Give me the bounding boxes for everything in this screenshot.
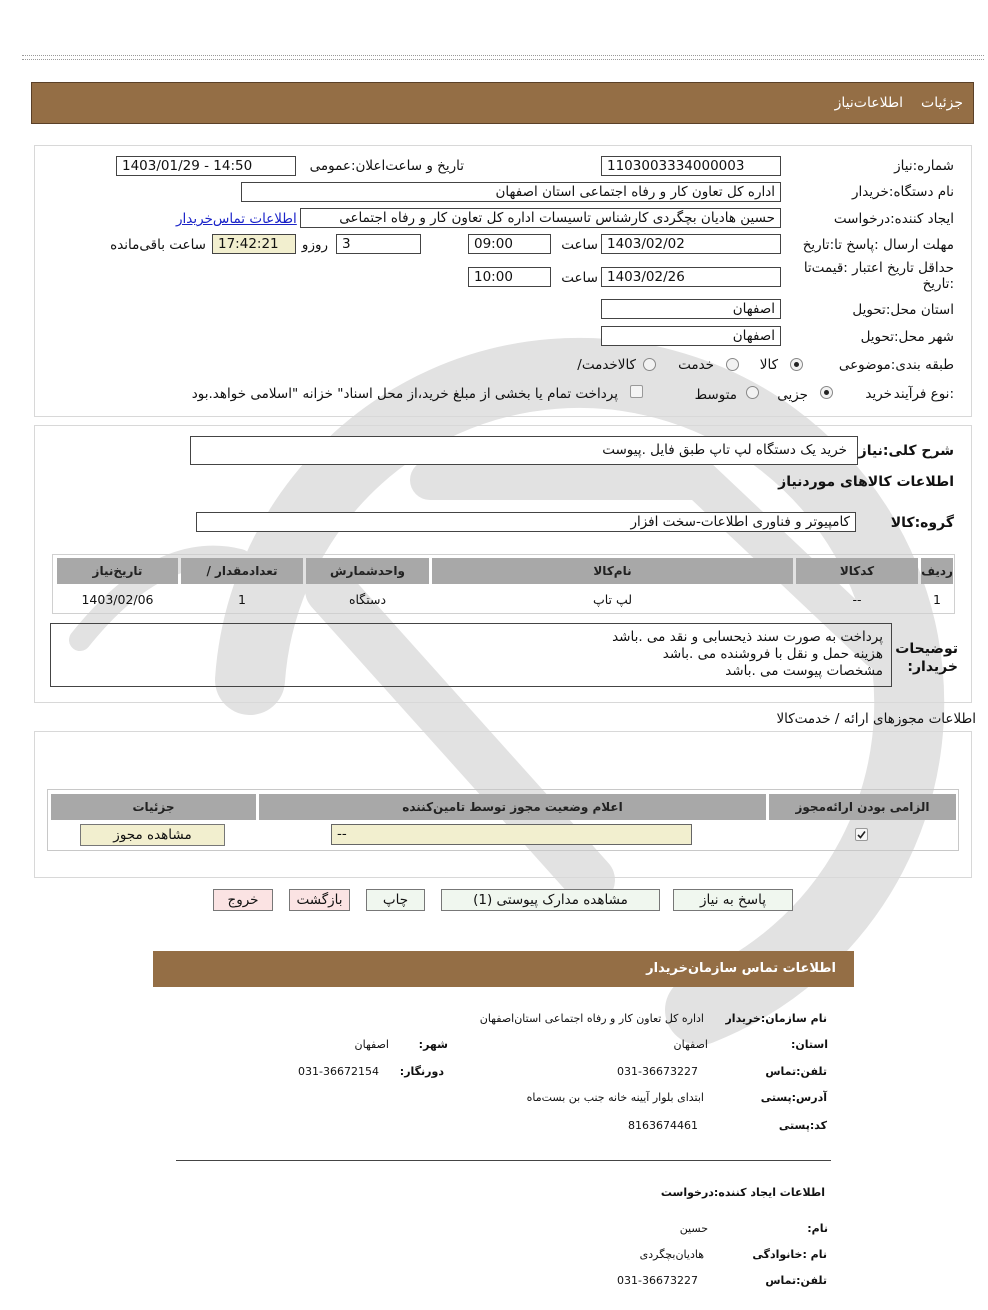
province-field: اصفهان — [601, 299, 781, 319]
contact-postal-value: 8163674461 — [628, 1119, 698, 1132]
remaining-label: ساعت باقی‌مانده — [110, 237, 206, 253]
announce-label: تاریخ و ساعت‌اعلان:عمومی — [309, 158, 464, 174]
creator-info-title: اطلاعات ایجاد کننده:درخواست — [660, 1186, 825, 1199]
th-qty: / تعدادمقدار — [181, 558, 303, 584]
th-name: نام‌کالا — [432, 558, 793, 584]
table-cell-date: 1403/02/06 — [81, 592, 154, 607]
permits-th-details: جزئیات — [51, 794, 256, 820]
contact-fax-value: 031-36672154 — [298, 1065, 379, 1078]
back-button[interactable]: بازگشت — [289, 889, 350, 911]
buyer-notes-label-1: توضیحات — [895, 641, 958, 657]
category-goods-label: کالا — [759, 357, 778, 373]
table-cell-name: لپ تاپ — [592, 592, 633, 607]
print-button[interactable]: چاپ — [366, 889, 425, 911]
process-partial-radio[interactable] — [820, 386, 833, 399]
creator-name-value: حسین — [679, 1222, 708, 1235]
creator-family-value: هادیان‌بچگردی — [639, 1248, 704, 1261]
validity-time-label: ساعت — [561, 270, 598, 286]
table-cell-row: 1 — [933, 592, 941, 607]
buyer-org-label: نام دستگاه:خریدار — [851, 184, 954, 200]
buyer-note-line: پرداخت به صورت سند ذیحسابی و نقد می .باشد — [612, 629, 883, 645]
creator-family-label: نام :خانوادگی — [752, 1248, 827, 1261]
category-service-radio[interactable] — [726, 358, 739, 371]
general-description-field: خرید یک دستگاه لپ تاپ طبق فایل .پیوست — [190, 436, 858, 465]
deadline-time-field: 09:00 — [468, 234, 551, 254]
need-number-label: شماره:نیاز — [894, 158, 954, 174]
deadline-time-label: ساعت — [561, 237, 598, 253]
permits-title: اطلاعات مجوزهای ارائه / خدمت‌کالا — [776, 711, 976, 727]
validity-time-field: 10:00 — [468, 267, 551, 287]
th-code: کدکالا — [796, 558, 918, 584]
buyer-contact-link[interactable]: اطلاعات تماس‌خریدار — [176, 211, 297, 227]
contact-city-value: اصفهان — [354, 1038, 389, 1051]
process-medium-radio[interactable] — [746, 386, 759, 399]
validity-label: حداقل تاریخ اعتبار :قیمت‌تا :تاریخ — [803, 260, 954, 292]
header-title-details: جزئیات — [921, 95, 963, 111]
contact-phone-label: تلفن:تماس — [765, 1065, 827, 1078]
validity-date-field: 1403/02/26 — [601, 267, 781, 287]
treasury-payment-checkbox[interactable] — [630, 385, 643, 398]
th-row: ردیف — [921, 558, 953, 584]
exit-button[interactable]: خروج — [213, 889, 273, 911]
creator-label: ایجاد کننده:درخواست — [833, 211, 954, 227]
days-field: 3 — [336, 234, 421, 254]
need-number-field: 1103003334000003 — [601, 156, 781, 176]
contact-province-value: اصفهان — [673, 1038, 708, 1051]
permit-status-field[interactable]: -- — [331, 824, 692, 845]
payment-note: پرداخت تمام یا بخشی از مبلغ خرید،از محل اسناد" خزانه "اسلامی خواهد.بود — [191, 386, 618, 402]
contact-header — [153, 951, 854, 987]
general-description-label: شرح کلی:نیاز — [858, 443, 954, 459]
permit-required-checkbox — [855, 828, 868, 841]
view-permit-button[interactable]: مشاهده مجوز — [80, 824, 225, 846]
remaining-time-field: 17:42:21 — [212, 234, 296, 254]
process-label: نوع فرآیند: — [893, 386, 954, 402]
process-buy-label: خرید — [865, 386, 892, 402]
creator-name-label: :نام — [807, 1222, 828, 1235]
buyer-note-line: هزینه حمل و نقل با فروشنده می .باشد — [662, 646, 883, 662]
contact-address-value: ابتدای بلوار آیینه خانه جنب بن بست‌ماه — [526, 1091, 704, 1104]
contact-org-value: اداره کل تعاون کار و رفاه اجتماعی استان‌اصفهان — [479, 1012, 704, 1025]
deadline-date-field: 1403/02/02 — [601, 234, 781, 254]
table-cell-unit: دستگاه — [348, 592, 387, 607]
contact-postal-label: کد:پستی — [778, 1119, 827, 1132]
category-label: طبقه بندی:موضوعی — [838, 357, 954, 373]
buyer-notes-box — [50, 623, 892, 687]
process-medium-label: متوسط — [694, 387, 737, 403]
category-service-label: خدمت — [678, 357, 714, 373]
goods-group-field: کامپیوتر و فناوری اطلاعات-سخت افزار — [196, 512, 856, 532]
category-both-label: /کالاخدمت — [577, 357, 636, 373]
view-docs-button[interactable]: مشاهده مدارک پیوستی (1) — [441, 889, 660, 911]
header-title-need-info: اطلاعات‌نیاز — [834, 95, 903, 111]
process-partial-label: جزیی — [777, 387, 808, 403]
contact-fax-label: :دورنگار — [399, 1065, 444, 1078]
permits-th-status: اعلام وضعیت مجوز توسط تامین‌کننده — [259, 794, 766, 820]
contact-divider — [176, 1160, 831, 1161]
announce-field: 1403/01/29 - 14:50 — [116, 156, 296, 176]
reply-button[interactable]: پاسخ به نیاز — [673, 889, 793, 911]
category-goods-radio[interactable] — [790, 358, 803, 371]
city-field: اصفهان — [601, 326, 781, 346]
table-cell-qty: 1 — [238, 592, 246, 607]
permits-th-required: الزامی بودن ارائه‌مجوز — [769, 794, 956, 820]
top-divider — [22, 55, 984, 60]
details-header — [31, 82, 974, 124]
contact-title: اطلاعات تماس سازمان‌خریدار — [646, 961, 836, 976]
goods-info-title: اطلاعات کالاهای موردنیاز — [778, 474, 954, 490]
creator-phone-value: 031-36673227 — [617, 1274, 698, 1287]
contact-city-label: :شهر — [418, 1038, 448, 1051]
th-date: تاریخ‌نیاز — [57, 558, 178, 584]
province-label: استان محل:تحویل — [852, 302, 954, 318]
check-icon — [856, 829, 867, 840]
buyer-note-line: مشخصات پیوست می .باشد — [725, 663, 883, 679]
contact-org-label: نام سازمان:خریدار — [725, 1012, 827, 1025]
goods-group-label: گروه:کالا — [890, 515, 954, 531]
th-unit: واحدشمارش — [306, 558, 429, 584]
creator-phone-label: تلفن:تماس — [765, 1274, 827, 1287]
table-cell-code: -- — [852, 592, 862, 607]
buyer-notes-label-2: :خریدار — [907, 659, 958, 675]
category-both-radio[interactable] — [643, 358, 656, 371]
contact-province-label: :استان — [790, 1038, 828, 1051]
buyer-org-field: اداره کل تعاون کار و رفاه اجتماعی استان اصفهان — [241, 182, 781, 202]
contact-phone-value: 031-36673227 — [617, 1065, 698, 1078]
contact-address-label: آدرس:پستی — [760, 1091, 827, 1104]
city-label: شهر محل:تحویل — [860, 329, 954, 345]
deadline-label: مهلت ارسال :پاسخ تا:تاریخ — [802, 237, 954, 253]
creator-field: حسین هادیان بچگردی کارشناس تاسیسات اداره کل تعاون کار و رفاه اجتماعی — [300, 208, 781, 228]
days-label: روزو — [301, 237, 328, 253]
